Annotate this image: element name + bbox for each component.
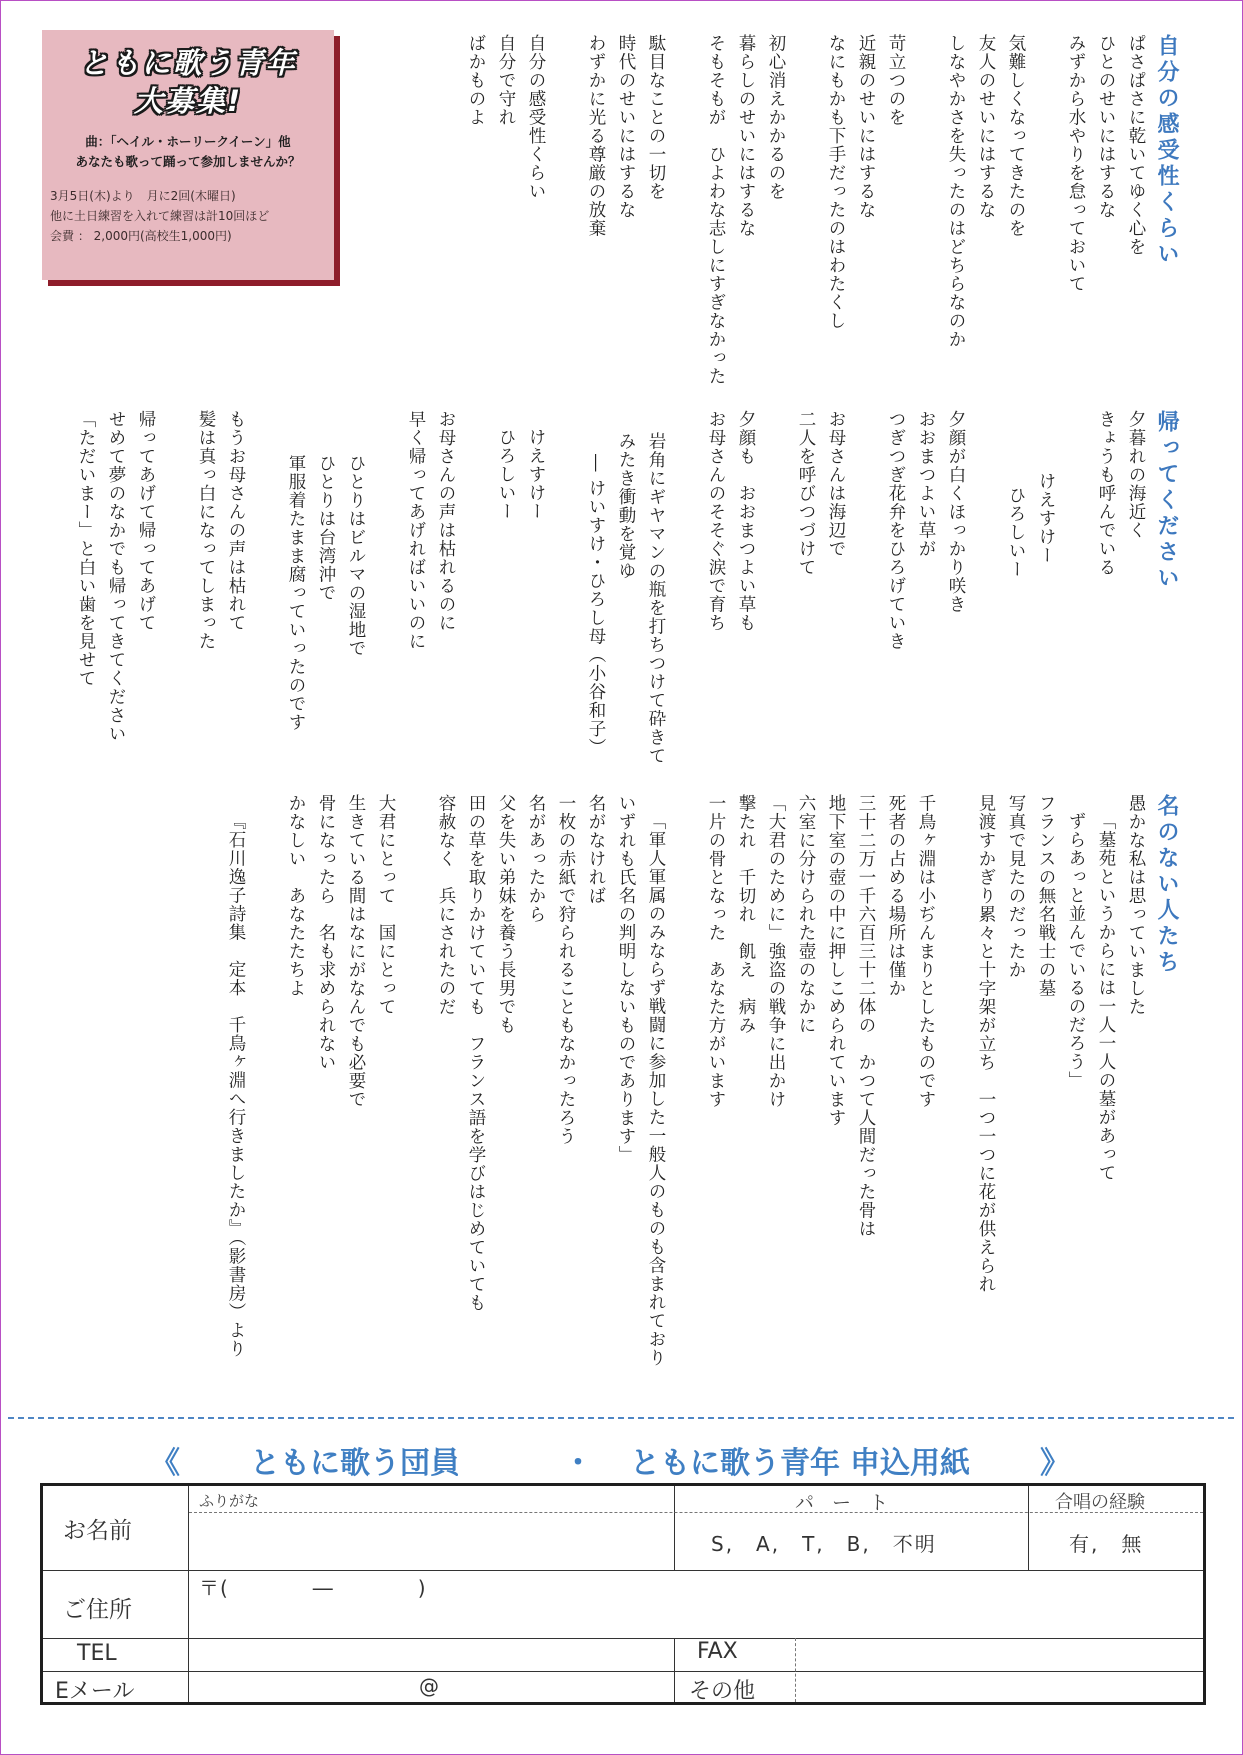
poem2-line: ひとりは台湾沖で: [316, 454, 336, 602]
poem3-line: かなしい あなたたちよ: [286, 794, 306, 998]
fax-label: FAX: [697, 1639, 738, 1664]
poem2-line: ひとりはビルマの湿地で: [346, 454, 366, 658]
poem3-stanza-gap: [401, 794, 431, 1414]
poem2-line: きょうも呼んでいる: [1096, 410, 1116, 577]
form-divider-label-col: [188, 1486, 189, 1702]
poem2-stanza-gap: [551, 410, 581, 790]
poem1-line: 苛立つのを: [886, 34, 906, 127]
poem-kaette-kudasai: [71, 410, 1181, 790]
name-label: お名前: [63, 1518, 132, 1544]
poem3-line: 地下室の壺の中に押しこめられています: [826, 794, 846, 1127]
poem3-line: 見渡すかぎり累々と十字架が立ち 一つ一つに花が供えられ: [976, 794, 996, 1294]
poem1-line: 気難しくなってきたのを: [1006, 34, 1026, 238]
poem1-line: ぱさぱさに乾いてゆく心を: [1126, 34, 1146, 256]
poem2-stanza-gap: [761, 410, 791, 790]
poem1-line: 初心消えかかるのを: [766, 34, 786, 201]
postal-code-mark: 〒( ― ): [199, 1576, 427, 1600]
form-divider-row3: [43, 1671, 1203, 1672]
poem1-line: 近親のせいにはするな: [856, 34, 876, 219]
poem1-line: 自分の感受性くらい: [526, 34, 546, 201]
poem3-line: 大君にとって 国にとって: [376, 794, 396, 1016]
poem2-line: つぎつぎ花弁をひろげていき: [886, 410, 906, 651]
poem3-line: 三十二万一千六百三十二体の かつて人間だった骨は: [856, 794, 876, 1238]
poem3-line: ずらあっと並んでいるのだろう」: [1066, 812, 1086, 1090]
form-title: [150, 1442, 1080, 1486]
form-title-bracket-left: 《: [150, 1446, 180, 1481]
poem3-line: 撃たれ 千切れ 飢え 病み: [736, 794, 756, 1035]
poem2-line: ひろしいー: [1006, 486, 1026, 579]
poem2-line: 「ただいまー」と白い歯を見せて: [76, 410, 96, 688]
recruit-headline: [42, 44, 334, 120]
poem2-stanza-gap: [971, 410, 1001, 790]
poem1-stanza-gap: [671, 34, 701, 414]
form-divider-row2: [43, 1638, 1203, 1639]
poem1-line: 友人のせいにはするな: [976, 34, 996, 219]
furigana-label: ふりがな: [199, 1492, 260, 1510]
form-title-dot: ・: [563, 1446, 593, 1481]
poem-jibun-no-kanjusei: [461, 34, 1181, 414]
name-input-area[interactable]: [193, 1516, 669, 1566]
recruit-sub-line2: あなたも歌って踊って参加しませんか？: [75, 154, 301, 169]
poem3-title: 名のない人たち: [1154, 794, 1179, 976]
poem2-line: 早く帰ってあげればいいのに: [406, 410, 426, 651]
poem1-line: 駄目なことの一切を: [646, 34, 666, 201]
poem3-line: 愚かな私は思っていました: [1126, 794, 1146, 1016]
poem3-line: フランスの無名戦士の墓: [1036, 794, 1056, 998]
poem2-line: みたき衝動を覚ゆ: [616, 432, 636, 580]
experience-label: 合唱の経験: [1055, 1492, 1145, 1513]
poem3-stanza-gap: [671, 794, 701, 1414]
poem3-line: 一片の骨となった あなた方がいます: [706, 794, 726, 1109]
poem3-line: 「大君のために」強盗の戦争に出かけ: [766, 794, 786, 1109]
poem2-stanza-gap: [851, 410, 881, 790]
poem3-line: 容赦なく 兵にされたのだ: [436, 794, 456, 1016]
poem-na-no-nai-hitotachi: [221, 794, 1181, 1414]
poem2-title: 帰ってください: [1154, 410, 1179, 592]
poem2-line: お母さんは海辺で: [826, 410, 846, 558]
poem2-line: おおまつよい草が: [916, 410, 936, 558]
poem3-line: 田の草を取りかけていても フランス語を学びはじめていても: [466, 794, 486, 1312]
poem2-line: ひろしいー: [496, 428, 516, 521]
application-form: [40, 1483, 1206, 1705]
tel-input-area[interactable]: [193, 1640, 671, 1670]
poem3-line: 写真で見たのだったか: [1006, 794, 1026, 979]
poem2-line: 二人を呼びつづけて: [796, 410, 816, 577]
poem1-title: 自分の感受性くらい: [1154, 34, 1179, 268]
recruit-detail-line1: 3月5日(木)より 月に2回(木曜日): [50, 189, 236, 203]
experience-options[interactable]: 有, 無: [1069, 1532, 1144, 1556]
poem1-stanza-gap: [791, 34, 821, 414]
form-divider-fax-col: [674, 1638, 675, 1702]
poem3-line: 父を失い弟妹を養う長男でも: [496, 794, 516, 1035]
email-at-mark: @: [419, 1674, 441, 1698]
poem3-line: 六室に分けられた壺のなかに: [796, 794, 816, 1035]
poem2-stanza-gap: [461, 410, 491, 790]
form-divider-row1: [43, 1570, 1203, 1571]
email-label: Eメール: [55, 1679, 135, 1704]
form-title-part3: 申込用紙: [850, 1446, 970, 1481]
poem2-line: もうお母さんの声は枯れて: [226, 410, 246, 632]
poem3-line: 死者の占める場所は僅か: [886, 794, 906, 998]
recruit-details: [42, 186, 334, 246]
poem2-line: 岩角にギヤマンの瓶を打ちつけて砕きて: [646, 432, 666, 765]
recruit-subtitle: [42, 132, 334, 172]
cut-line-separator: [8, 1417, 1234, 1419]
recruit-headline-line1: ともに歌う青年: [79, 46, 297, 80]
poem3-line: 生きている間はなにがなんでも必要で: [346, 794, 366, 1109]
poem3-line: 一枚の赤紙で狩られることもなかったろう: [556, 794, 576, 1146]
poem2-stanza-gap: [1061, 410, 1091, 790]
form-title-bracket-right: 》: [1040, 1446, 1070, 1481]
tel-label: TEL: [77, 1641, 117, 1666]
poem1-stanza-gap: [1031, 34, 1061, 414]
poem3-line: 「軍人軍属のみならず戦闘に参加した一般人のものも含まれており: [646, 812, 666, 1367]
form-divider-exp-col: [1028, 1486, 1029, 1570]
poem3-line: 『石川逸子詩集 定本 千鳥ヶ淵へ行きましたか』（影書房）より: [226, 812, 246, 1359]
address-input-area[interactable]: [193, 1598, 1198, 1636]
form-fax-dash: [795, 1638, 796, 1702]
fax-input-area[interactable]: [799, 1640, 1199, 1670]
poem2-line: 帰ってあげて帰ってあげて: [136, 410, 156, 632]
form-furigana-dash: [189, 1512, 1203, 1513]
poem1-line: なにもかも下手だったのはわたくし: [826, 34, 846, 330]
poem3-stanza-gap: [941, 794, 971, 1414]
form-title-part1: ともに歌う団員: [250, 1446, 460, 1481]
poem1-line: みずから水やりを怠っておいて: [1066, 34, 1086, 293]
recruit-sub-line1: 曲：「ヘイル・ホーリークイーン」他: [85, 134, 291, 149]
poem3-line: 名がなければ: [586, 794, 606, 905]
poem3-line: 名があったから: [526, 794, 546, 924]
poem1-line: 暮らしのせいにはするな: [736, 34, 756, 238]
poem1-line: 時代のせいにはするな: [616, 34, 636, 219]
recruit-headline-line2: 大募集!: [133, 84, 243, 118]
poem2-line: 夕暮れの海近く: [1126, 410, 1146, 540]
poem2-line: 夕顔も おおまつよい草も: [736, 410, 756, 632]
recruit-detail-line2: 他に土日練習を入れて練習は計10回ほど: [50, 209, 270, 223]
poem3-line: 「墓苑というからには一人一人の墓があって: [1096, 812, 1116, 1182]
poem2-line: 髪は真っ白になってしまった: [196, 410, 216, 651]
poem2-line: お母さんのそそぐ涙で育ち: [706, 410, 726, 632]
poem1-line: ひとのせいにはするな: [1096, 34, 1116, 219]
poem2-stanza-gap: [671, 410, 701, 790]
poem1-stanza-gap: [551, 34, 581, 414]
poem2-line: お母さんの声は枯れるのに: [436, 410, 456, 632]
poem2-line: せめて夢のなかでも帰ってきてください: [106, 410, 126, 743]
poem1-line: ばかものよ: [466, 34, 486, 127]
poem3-stanza-gap: [251, 794, 281, 1414]
address-label: ご住所: [63, 1597, 132, 1623]
other-label: その他: [689, 1679, 756, 1704]
poem3-line: 千鳥ヶ淵は小ぢんまりとしたものです: [916, 794, 936, 1109]
part-label: パ ー ト: [795, 1492, 895, 1514]
poem2-line: けえすけー: [526, 428, 546, 521]
poem2-line: けえすけー: [1036, 472, 1056, 565]
poem1-line: わずかに光る尊厳の放棄: [586, 34, 606, 238]
poem2-line: 夕顔が白くほっかり咲き: [946, 410, 966, 614]
poem2-line: ― けいすけ・ひろし母（小谷和子）: [586, 454, 606, 757]
form-title-part2: ともに歌う青年: [630, 1446, 840, 1481]
poem1-line: 自分で守れ: [496, 34, 516, 127]
poem2-line: 軍服着たまま腐っていったのです: [286, 454, 306, 732]
poem2-stanza-gap: [371, 410, 401, 790]
form-divider-part-col: [674, 1486, 675, 1570]
other-input-area[interactable]: [799, 1673, 1199, 1701]
poem1-stanza-gap: [911, 34, 941, 414]
poem1-line: しなやかさを失ったのはどちらなのか: [946, 34, 966, 349]
recruit-box: [42, 30, 334, 280]
poem2-stanza-gap: [161, 410, 191, 790]
poem3-line: 骨になったら 名も求められない: [316, 794, 336, 1072]
poem2-stanza-gap: [251, 410, 281, 790]
email-input-area[interactable]: [193, 1673, 671, 1701]
poem1-line: そもそもが ひよわな志しにすぎなかった: [706, 34, 726, 386]
poem3-line: いずれも氏名の判明しないものであります」: [616, 794, 636, 1164]
part-options[interactable]: S, A, T, B, 不明: [711, 1532, 937, 1556]
recruit-detail-line3: 会費 ： 2,000円(高校生1,000円): [50, 229, 232, 243]
